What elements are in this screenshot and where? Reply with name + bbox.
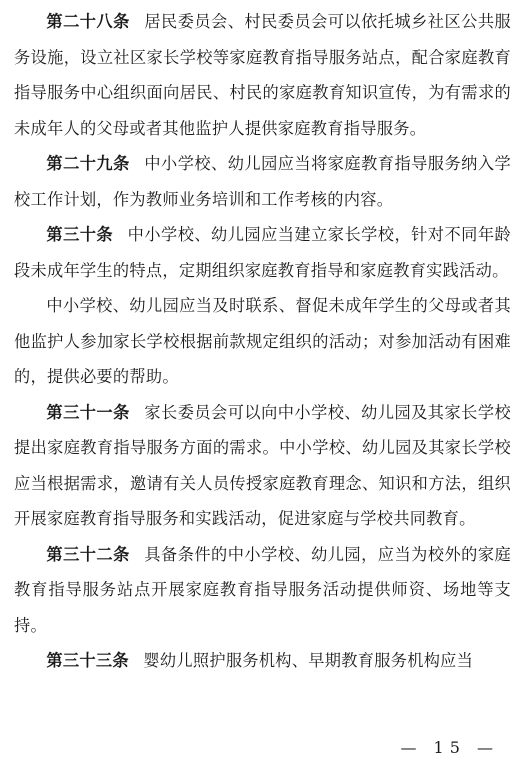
article-number: 第二十九条 <box>46 154 130 173</box>
article-text: 居民委员会、村民委员会可以依托城乡社区公共服务设施，设立社区家长学校等家庭教育指导服务站点，配合家庭教育指导服务中心组织面向居民、村民的家庭教育知识宣传，为有需求的未成年人的父母或者其他监护人提供家庭教育指导服务。 <box>14 12 511 138</box>
page-number: — 15 — <box>400 738 499 757</box>
document-page <box>14 4 511 679</box>
article-number: 第二十八条 <box>46 12 130 31</box>
article-number: 第三十三条 <box>46 651 129 670</box>
article-text: 中小学校、幼儿园应当建立家长学校，针对不同年龄段未成年学生的特点，定期组织家庭教育指导和家庭教育实践活动。 <box>14 225 511 280</box>
article-33 <box>14 643 511 679</box>
article-31 <box>14 395 511 537</box>
article-number: 第三十条 <box>46 225 114 244</box>
article-32 <box>14 537 511 644</box>
article-text: 中小学校、幼儿园应当及时联系、督促未成年学生的父母或者其他监护人参加家长学校根据前款规定组织的活动；对参加活动有困难的，提供必要的帮助。 <box>14 296 511 386</box>
article-number: 第三十一条 <box>46 402 130 422</box>
article-29 <box>14 146 511 217</box>
article-30-paragraph-2 <box>14 288 511 395</box>
article-text: 婴幼儿照护服务机构、早期教育服务机构应当 <box>143 651 474 670</box>
article-text: 家长委员会可以向中小学校、幼儿园及其家长学校提出家庭教育指导服务方面的需求。中小学校、幼儿园及其家长学校应当根据需求，邀请有关人员传授家庭教育理念、知识和方法，组织开展家庭教育指导服务和实践活动，促进家庭与学校共同教育。 <box>14 402 511 528</box>
article-text: 中小学校、幼儿园应当将家庭教育指导服务纳入学校工作计划，作为教师业务培训和工作考核的内容。 <box>14 154 511 209</box>
article-text: 具备条件的中小学校、幼儿园，应当为校外的家庭教育指导服务站点开展家庭教育指导服务活动提供师资、场地等支持。 <box>14 544 511 635</box>
article-number: 第三十二条 <box>46 544 130 564</box>
article-30 <box>14 217 511 288</box>
article-28 <box>14 4 511 146</box>
